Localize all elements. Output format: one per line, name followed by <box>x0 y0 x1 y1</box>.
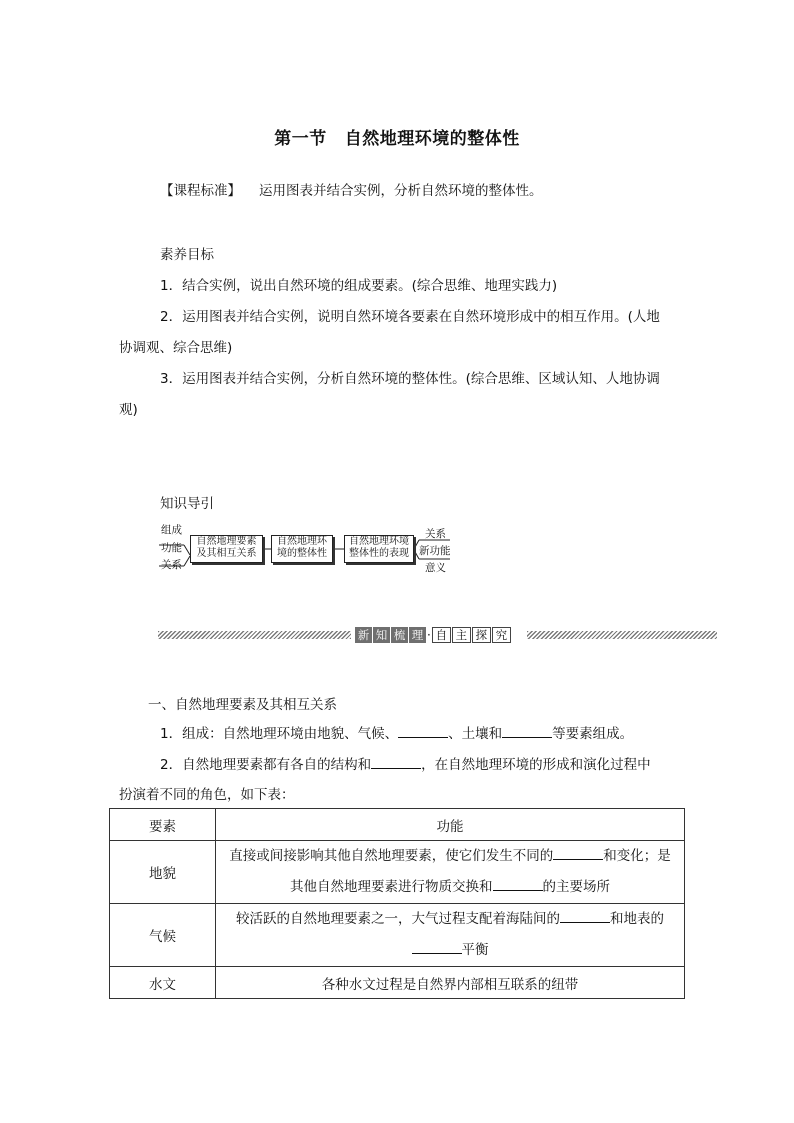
map-label-function: 功能 <box>161 542 182 554</box>
table-row <box>110 967 685 999</box>
cell-text: 和变化；是 <box>603 848 671 864</box>
banner-char: 知 <box>373 627 390 643</box>
section-1-paragraph-1 <box>160 722 633 742</box>
p2-text-a: 2．自然地理要素都有各自的结构和 <box>160 757 372 773</box>
fill-blank[interactable] <box>412 939 462 954</box>
banner-char: 自 <box>432 627 451 643</box>
map-label-relation-right: 关系 <box>425 528 446 540</box>
banner-stripe-left <box>158 631 351 639</box>
banner-char: 探 <box>472 627 491 643</box>
banner-stripe-right <box>527 631 717 639</box>
table-cell-function <box>216 841 685 904</box>
cell-text: 直接或间接影响其他自然地理要素，使它们发生不同的 <box>229 848 554 864</box>
table-header-function: 功能 <box>216 809 685 841</box>
map-box-manifestation <box>344 535 414 563</box>
map-label-new-function: 新功能 <box>419 545 451 557</box>
p1-text-c: 等要素组成。 <box>552 726 634 742</box>
cell-text: 平衡 <box>461 942 489 958</box>
map-box-integrity-line-2: 境的整体性 <box>277 548 327 559</box>
fill-blank[interactable] <box>502 723 552 738</box>
fill-blank[interactable] <box>553 845 603 860</box>
map-box-elements <box>190 535 263 563</box>
course-standard-label: 【课程标准】 <box>160 183 241 199</box>
fill-blank[interactable] <box>560 908 610 923</box>
table-row <box>110 904 685 967</box>
banner-char: 新 <box>355 627 372 643</box>
map-box-manifestation-line-1: 自然地理环境 <box>349 536 409 547</box>
cell-text: 的主要场所 <box>542 879 610 895</box>
banner-char: 主 <box>452 627 471 643</box>
table-row <box>110 841 685 904</box>
cell-text: 其他自然地理要素进行物质交换和 <box>290 879 493 895</box>
section-1-paragraph-2-line-2: 扮演着不同的角色，如下表： <box>119 787 295 803</box>
knowledge-map-heading: 知识导引 <box>160 496 214 512</box>
goal-item-2-line-1: 2．运用图表并结合实例，说明自然环境各要素在自然环境形成中的相互作用。(人地 <box>160 309 660 325</box>
p2-text-b: ，在自然地理环境的形成和演化过程中 <box>421 757 651 773</box>
section-title: 自然地理环境的整体性 <box>344 129 520 149</box>
section-1-paragraph-2 <box>160 753 651 773</box>
map-label-composition: 组成 <box>161 524 182 536</box>
fill-blank[interactable] <box>493 876 543 891</box>
map-box-manifestation-line-2: 整体性的表现 <box>349 548 409 559</box>
p1-text-a: 1．组成：自然地理环境由地貌、气候、 <box>160 726 399 742</box>
table-cell-function: 各种水文过程是自然界内部相互联系的纽带 <box>216 967 685 999</box>
table-cell-function <box>216 904 685 967</box>
map-box-elements-line-2: 及其相互关系 <box>196 548 257 559</box>
goals-heading: 素养目标 <box>160 247 214 263</box>
table-cell-name: 水文 <box>110 967 216 999</box>
section-number: 第一节 <box>274 129 327 149</box>
banner-dot: · <box>427 628 431 642</box>
section-banner <box>355 627 512 643</box>
map-label-significance: 意义 <box>425 562 446 574</box>
table-header-element: 要素 <box>110 809 216 841</box>
fill-blank[interactable] <box>398 723 448 738</box>
map-label-relation: 关系 <box>161 559 182 571</box>
elements-function-table <box>109 808 685 999</box>
goal-item-2-line-2: 协调观、综合思维) <box>119 340 233 356</box>
map-box-elements-line-1: 自然地理要素 <box>196 536 257 547</box>
banner-char: 理 <box>409 627 426 643</box>
course-standard-text: 运用图表并结合实例，分析自然环境的整体性。 <box>259 183 543 199</box>
cell-text: 较活跃的自然地理要素之一，大气过程支配着海陆间的 <box>236 911 560 927</box>
banner-char: 究 <box>492 627 511 643</box>
table-cell-name: 地貌 <box>110 841 216 904</box>
goal-item-3-line-2: 观) <box>119 402 138 418</box>
p1-text-b: 、土壤和 <box>448 726 503 742</box>
banner-char: 梳 <box>391 627 408 643</box>
section-1-heading: 一、自然地理要素及其相互关系 <box>148 697 337 713</box>
map-box-integrity-line-1: 自然地理环 <box>277 536 327 547</box>
cell-text: 和地表的 <box>610 911 664 927</box>
map-box-integrity <box>271 535 333 563</box>
goal-item-3-line-1: 3．运用图表并结合实例，分析自然环境的整体性。(综合思维、区域认知、人地协调 <box>160 371 660 387</box>
goal-item-1: 1．结合实例，说出自然环境的组成要素。(综合思维、地理实践力) <box>160 278 558 294</box>
table-cell-name: 气候 <box>110 904 216 967</box>
fill-blank[interactable] <box>371 754 421 769</box>
table-header-row <box>110 809 685 841</box>
